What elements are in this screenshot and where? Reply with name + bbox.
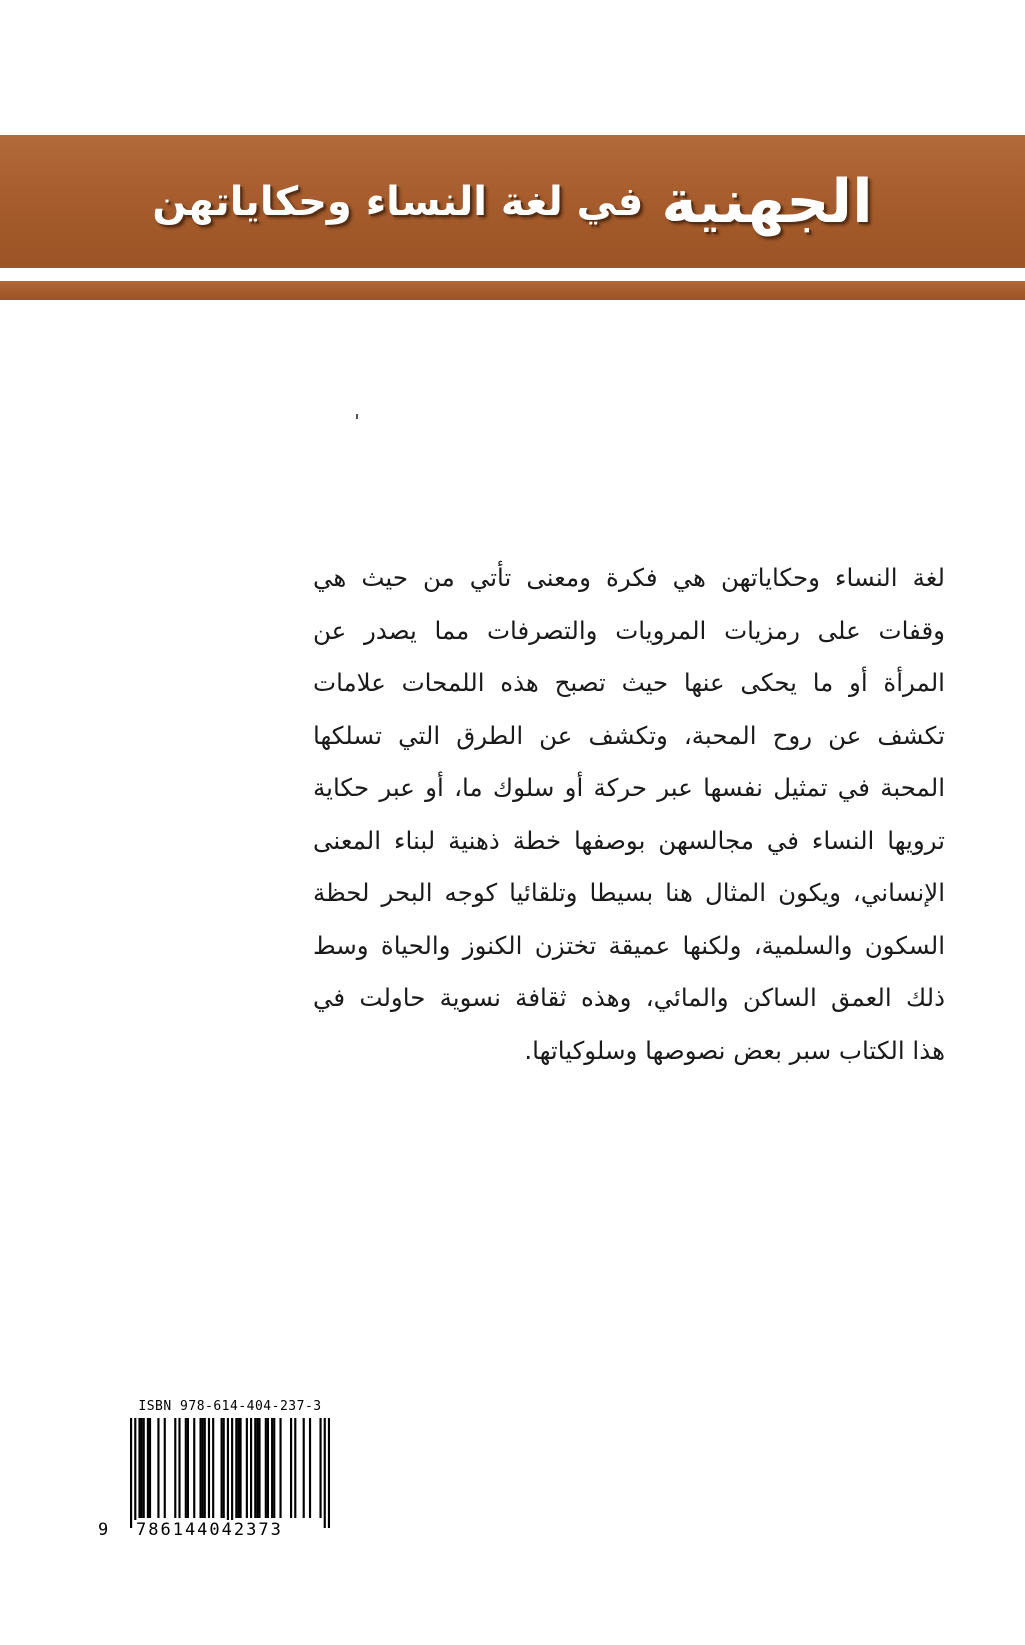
- barcode-bar: [174, 1418, 176, 1518]
- title-main: الجهنية: [661, 166, 873, 237]
- barcode-bar: [178, 1418, 180, 1518]
- barcode-bar: [208, 1418, 210, 1518]
- barcode-bar: [267, 1418, 269, 1518]
- blurb-line: الإنساني، ويكون المثال هنا بسيطا وتلقائيا كوجه البحر لحظة: [313, 878, 945, 907]
- barcode-bar: [141, 1418, 143, 1518]
- barcode-bar: [134, 1418, 136, 1528]
- barcode-bar: [250, 1418, 252, 1518]
- cover-title: [0, 135, 1025, 268]
- barcode-bar: [147, 1418, 149, 1518]
- barcode-bar: [138, 1418, 140, 1518]
- barcode-bar: [212, 1418, 214, 1518]
- blurb-line: وقفات على رمزيات المرويات والتصرفات مما يصدر عن: [313, 615, 945, 645]
- barcode-bar: [221, 1418, 223, 1518]
- barcode-bar: [231, 1418, 233, 1528]
- barcode-bar: [185, 1418, 187, 1518]
- barcode-bar: [246, 1418, 248, 1518]
- barcode-bar: [271, 1418, 273, 1518]
- barcode-bar: [256, 1418, 258, 1518]
- barcode-bar: [324, 1418, 326, 1528]
- blurb-line: هذا الكتاب سبر بعض نصوصها وسلوكياتها.: [524, 1035, 945, 1065]
- barcode-bar: [237, 1418, 239, 1518]
- blurb-line: المحبة في تمثيل نفسها عبر حركة أو سلوك ما، أو عبر حكاية: [313, 773, 945, 802]
- barcode-number: 786144042373: [136, 1520, 283, 1540]
- isbn-label: ISBN 978-614-404-237-3: [138, 1399, 322, 1414]
- blurb-line: السكون والسلمية، ولكنها عميقة تختزن الكنوز والحياة وسط: [313, 930, 945, 960]
- print-speck: [356, 414, 358, 419]
- barcode-bar: [187, 1418, 189, 1518]
- title-band-stripe: [0, 281, 1025, 300]
- barcode-bar: [254, 1418, 256, 1518]
- barcode-bar: [235, 1418, 237, 1518]
- barcode-lead-digit: 9: [98, 1520, 109, 1540]
- barcode-bar: [223, 1418, 225, 1518]
- barcode-bar: [204, 1418, 206, 1518]
- blurb-line: لغة النساء وحكاياتهن هي فكرة ومعنى تأتي من حيث هي: [313, 563, 945, 592]
- barcode-bar: [149, 1418, 151, 1518]
- barcode-bar: [227, 1418, 229, 1528]
- blurb-line: ذلك العمق الساكن والمائي، وهذه ثقافة نسوية حاولت في: [313, 983, 945, 1012]
- barcode-bar: [199, 1418, 201, 1518]
- barcode-bar: [157, 1418, 159, 1518]
- barcode-bar: [258, 1418, 260, 1518]
- title-subtitle: في لغة النساء وحكاياتهن: [152, 178, 644, 225]
- barcode-bar: [279, 1418, 281, 1518]
- barcode-bar: [202, 1418, 204, 1518]
- barcode-bar: [309, 1418, 311, 1518]
- barcode-bar: [265, 1418, 267, 1518]
- barcode-bar: [273, 1418, 275, 1518]
- barcode-bar: [290, 1418, 292, 1518]
- barcode-bar: [239, 1418, 241, 1518]
- barcode-bar: [143, 1418, 145, 1518]
- barcode-bar: [130, 1418, 132, 1528]
- back-cover-blurb: [313, 552, 945, 1077]
- barcode-bar: [193, 1418, 195, 1518]
- barcode-bar: [319, 1418, 321, 1518]
- barcode-bar: [303, 1418, 305, 1518]
- barcode-bar: [328, 1418, 330, 1528]
- blurb-line: ترويها النساء في مجالسهن بوصفها خطة ذهنية لبناء المعنى: [313, 825, 945, 855]
- blurb-line: تكشف عن روح المحبة، وتكشف عن الطرق التي تسلكها: [313, 720, 945, 750]
- barcode-bar: [294, 1418, 296, 1518]
- barcode-digits: [98, 1520, 338, 1544]
- blurb-line: المرأة أو ما يحكى عنها حيث تصبح هذه اللمحات علامات: [313, 668, 945, 697]
- barcode-bar: [164, 1418, 166, 1518]
- barcode: [130, 1418, 330, 1528]
